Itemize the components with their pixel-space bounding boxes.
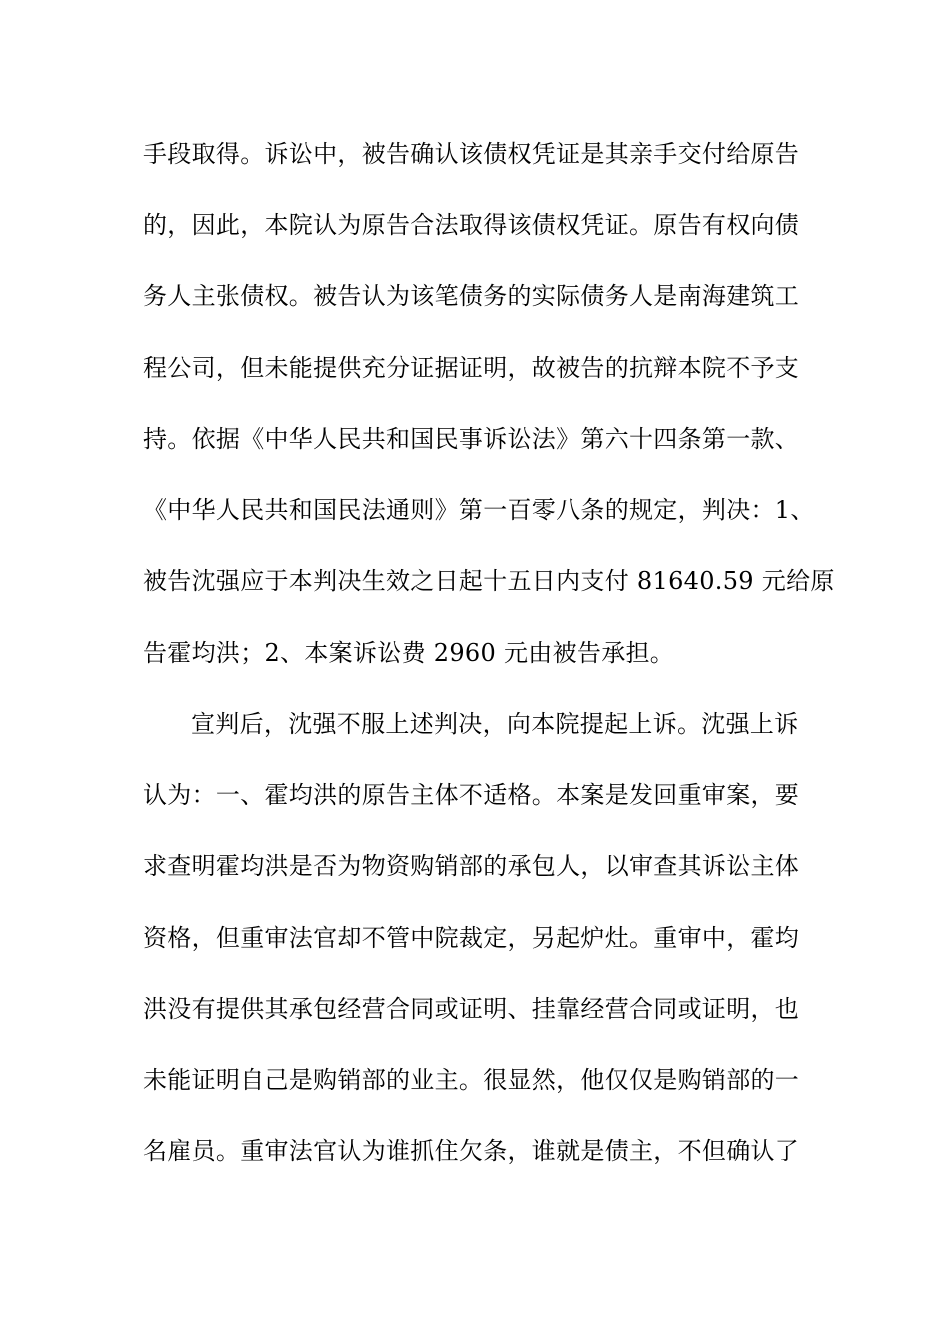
text-line-11: 求查明霍均洪是否为物资购销部的承包人，以审查其诉讼主体 (143, 852, 800, 880)
text-line-10: 认为：一、霍均洪的原告主体不适格。本案是发回重审案，要 (143, 781, 800, 809)
text-line-15: 名雇员。重审法官认为谁抓住欠条，谁就是债主，不但确认了 (143, 1137, 800, 1165)
text-line-6: 《中华人民共和国民法通则》第一百零八条的规定，判决：1、 (143, 496, 815, 524)
text-line-2: 的，因此，本院认为原告合法取得该债权凭证。原告有权向债 (143, 211, 800, 239)
text-line-3: 务人主张债权。被告认为该笔债务的实际债务人是南海建筑工 (143, 282, 800, 310)
text-line-1: 手段取得。诉讼中，被告确认该债权凭证是其亲手交付给原告 (143, 140, 800, 168)
text-line-7: 被告沈强应于本判决生效之日起十五日内支付 81640.59 元给原 (143, 567, 835, 595)
text-line-5: 持。依据《中华人民共和国民事诉讼法》第六十四条第一款、 (143, 425, 800, 453)
text-line-13: 洪没有提供其承包经营合同或证明、挂靠经营合同或证明，也 (143, 995, 800, 1023)
paragraph-start-line: 宣判后，沈强不服上述判决，向本院提起上诉。沈强上诉 (191, 710, 799, 738)
text-line-8: 告霍均洪；2、本案诉讼费 2960 元由被告承担。 (143, 639, 675, 667)
text-line-12: 资格，但重审法官却不管中院裁定，另起炉灶。重审中，霍均 (143, 924, 800, 952)
text-line-14: 未能证明自己是购销部的业主。很显然，他仅仅是购销部的一 (143, 1066, 800, 1094)
text-line-4: 程公司，但未能提供充分证据证明，故被告的抗辩本院不予支 (143, 354, 800, 382)
